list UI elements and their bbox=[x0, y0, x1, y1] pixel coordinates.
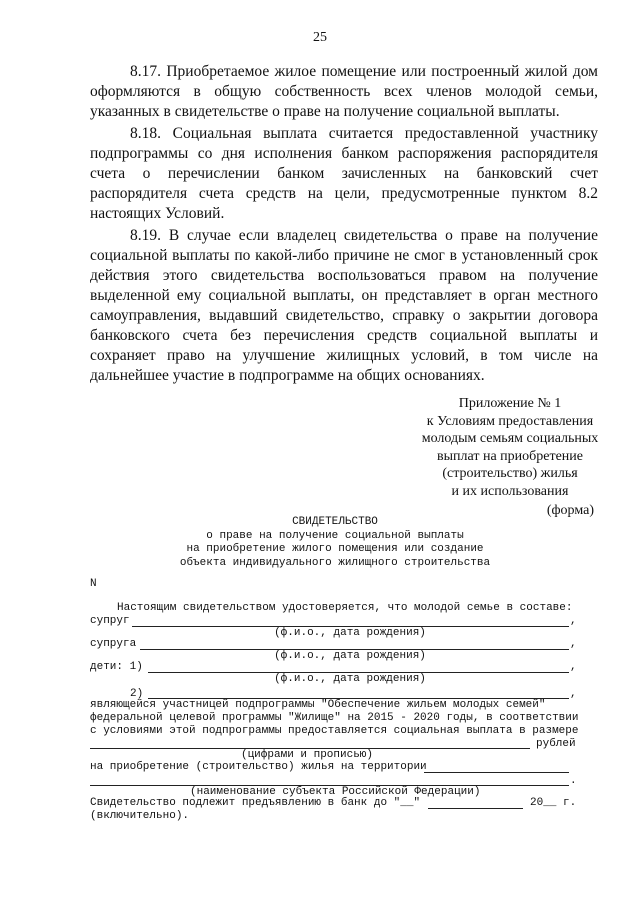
paragraph-8-17: 8.17. Приобретаемое жилое помещение или построенный жилой дом оформляются в общую собственность всех членов молодой семьи, указанных в свидетельстве о праве на получение социальной выплаты. bbox=[90, 63, 598, 120]
appendix-header bbox=[405, 395, 615, 500]
amount-caption: (цифрами и прописью) bbox=[240, 749, 374, 761]
inclusive-label: (включительно). bbox=[90, 810, 190, 822]
children-label: дети: 1) bbox=[90, 661, 143, 673]
certificate-number-label: N bbox=[90, 578, 97, 590]
wife-caption: (ф.и.о., дата рождения) bbox=[274, 650, 426, 662]
comma: , bbox=[570, 661, 577, 673]
form-label: (форма) bbox=[546, 503, 594, 518]
certificate-body-line: с условиями этой подпрограммы предоставляется социальная выплата в размере bbox=[90, 725, 579, 737]
appendix-line: (строительство) жилья bbox=[442, 466, 578, 481]
certificate-body-line: федеральной целевой программы "Жилище" на 2015 - 2020 годы, в соответствии bbox=[90, 712, 579, 724]
appendix-line: и их использования bbox=[451, 483, 569, 499]
husband-caption: (ф.и.о., дата рождения) bbox=[274, 627, 426, 639]
year-label: 20__ г. bbox=[530, 797, 577, 809]
certificate-subtitle: объекта индивидуального жилищного строительства bbox=[179, 556, 491, 569]
certificate-intro: Настоящим свидетельством удостоверяется, что молодой семье в составе: bbox=[117, 602, 573, 614]
presentation-label: Свидетельство подлежит предъявлению в банк до "__" bbox=[90, 797, 421, 809]
certificate-title: СВИДЕТЕЛЬСТВО bbox=[292, 516, 378, 528]
certificate-subtitle: на приобретение жилого помещения или создание bbox=[186, 543, 484, 555]
period: . bbox=[570, 775, 577, 787]
territory-label: на приобретение (строительство) жилья на территории bbox=[90, 761, 427, 773]
child1-caption: (ф.и.о., дата рождения) bbox=[274, 673, 426, 685]
presentation-date-field[interactable] bbox=[428, 808, 523, 809]
paragraph-8-18: 8.18. Социальная выплата считается предоставленной участнику подпрограммы со дня исполнения банком распоряжения распорядителя счета о перечислении банком зачисленных на банковский счет распорядителя счета средств на цели, предусмотренные пунктом 8.2 настоящих Условий. bbox=[90, 125, 598, 222]
comma: , bbox=[570, 688, 577, 700]
appendix-line: молодым семьям социальных bbox=[421, 431, 599, 446]
appendix-line: Приложение № 1 bbox=[458, 396, 562, 411]
certificate-body-line: являющейся участницей подпрограммы "Обеспечение жильем молодых семей" bbox=[90, 699, 546, 711]
comma: , bbox=[570, 638, 577, 650]
appendix-line: к Условиям предоставления bbox=[426, 413, 594, 429]
comma: , bbox=[570, 615, 577, 627]
paragraph-8-19: 8.19. В случае если владелец свидетельства о праве на получение социальной выплаты по какой-либо причине не смог в установленный срок действия этого свидетельства воспользоваться правом на получение выделенной ему социальной выплаты, он представляет в орган местного самоуправления, выдавший свидетельство, справку о закрытии договора банковского счета без перечисления средств социальной выплаты и сохраняет право на улучшение жилищных условий, в том числе на дальнейшее участие в подпрограмме на общих основаниях. bbox=[90, 227, 598, 384]
wife-label: супруга bbox=[90, 638, 137, 650]
region-caption: (наименование субъекта Российской Федерации) bbox=[190, 786, 481, 798]
certificate-heading bbox=[90, 516, 580, 570]
child2-label: 2) bbox=[130, 688, 144, 700]
appendix-line: выплат на приобретение bbox=[436, 448, 584, 464]
page-number: 25 bbox=[313, 30, 327, 45]
rub-label: рублей bbox=[536, 738, 576, 750]
certificate-subtitle: о праве на получение социальной выплаты bbox=[206, 529, 464, 542]
territory-field[interactable] bbox=[424, 772, 569, 773]
husband-label: супруг bbox=[90, 615, 130, 627]
body-text bbox=[90, 62, 598, 388]
